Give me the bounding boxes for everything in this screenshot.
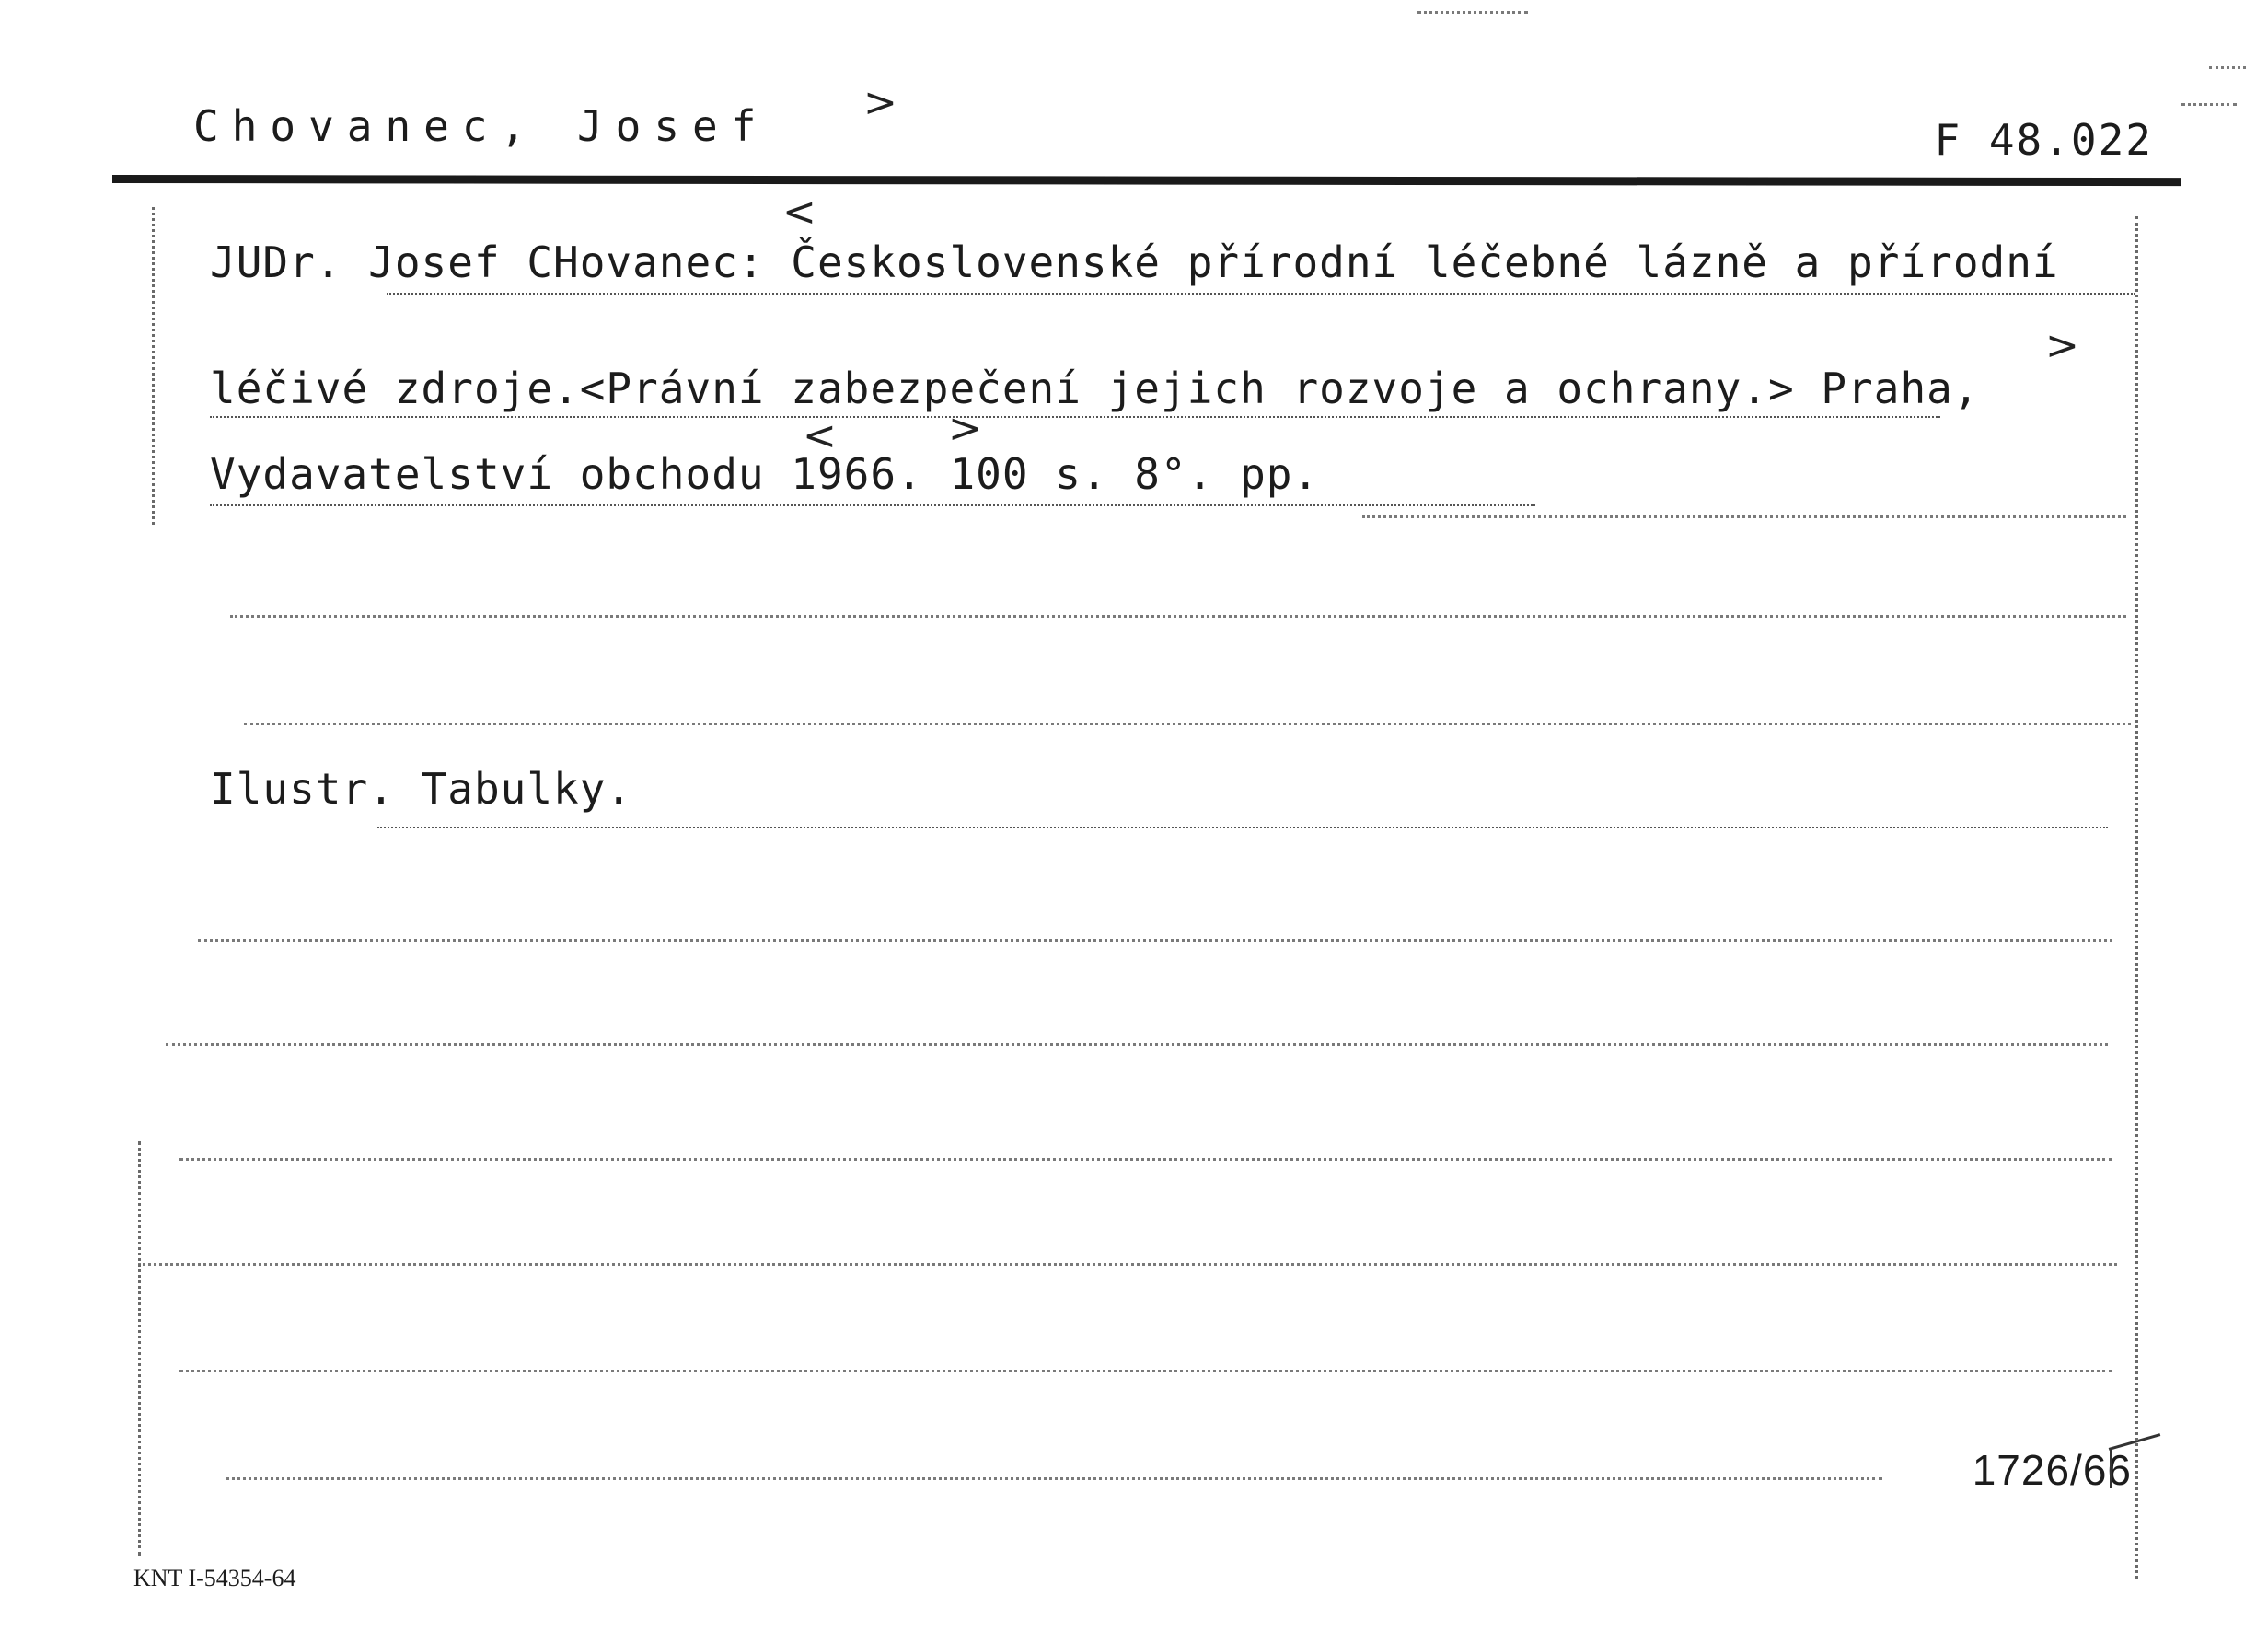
underline-2	[210, 416, 1940, 418]
right-margin-dots	[2135, 216, 2138, 1579]
guide-line	[244, 723, 2131, 725]
guide-line	[377, 827, 2108, 828]
print-code: KNT I-54354-64	[133, 1565, 296, 1591]
guide-line	[226, 1477, 1882, 1480]
edit-mark-open: <	[782, 189, 816, 236]
guide-line	[138, 1263, 2117, 1266]
left-margin-dots	[138, 1141, 141, 1556]
guide-line	[166, 1043, 2108, 1046]
edge-mark	[2209, 66, 2246, 69]
guide-line	[179, 1158, 2112, 1161]
heading-name: Chovanec, Josef	[193, 101, 770, 151]
shelf-mark: F 48.022	[1934, 115, 2153, 165]
guide-line	[1362, 515, 2126, 518]
underline-3	[210, 504, 1535, 506]
edit-mark-close: >	[2045, 322, 2079, 369]
description-line-1: JUDr. Josef CHovanec: Československé přírodní léčebné lázně a přírodní	[210, 237, 2059, 287]
accession-number: 1726/66	[1972, 1446, 2132, 1494]
underline-1	[387, 293, 2135, 295]
left-margin-dots	[152, 207, 155, 525]
guide-line	[179, 1370, 2112, 1372]
corner-tick	[2109, 1433, 2161, 1451]
description-line-2: léčivé zdroje.<Právní zabezpečení jejich rozvoje a ochrany.> Praha,	[210, 364, 1980, 413]
heading-rule	[112, 175, 2181, 186]
edit-mark-open: <	[803, 412, 837, 459]
edit-mark-close: >	[948, 405, 982, 452]
edit-mark-close: >	[863, 79, 897, 126]
edge-mark	[1418, 11, 1528, 14]
description-line-3: Vydavatelství obchodu 1966. 100 s. 8°. pp.	[210, 449, 1320, 499]
corner-tick	[2110, 1450, 2112, 1488]
edge-mark	[2181, 103, 2237, 106]
guide-line	[198, 939, 2112, 942]
guide-line	[230, 615, 2126, 618]
notes-line: Ilustr. Tabulky.	[210, 764, 633, 814]
